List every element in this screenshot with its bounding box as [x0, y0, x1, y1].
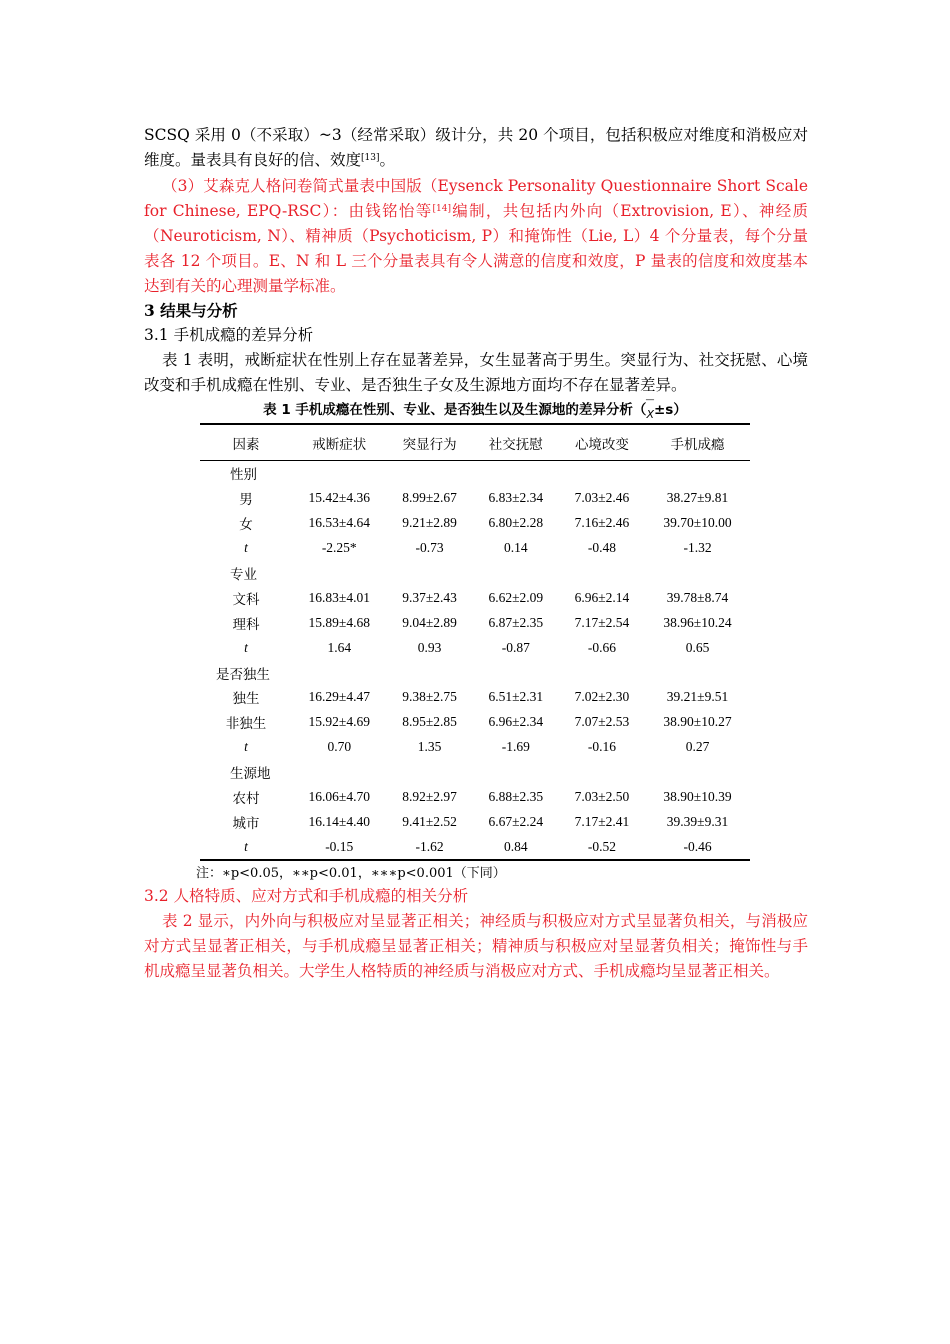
table-row: [200, 735, 750, 760]
table-cell: 1.64: [327, 639, 352, 655]
section-heading-3: 3 结果与分析: [144, 301, 238, 320]
table-row: [200, 809, 750, 834]
empty-cell: [645, 660, 750, 685]
table-cell: 39.78±8.74: [666, 589, 729, 605]
table-group-row: [200, 461, 750, 486]
header-mood-change: 心境改变: [559, 424, 645, 461]
table-cell: 6.87±2.35: [488, 614, 544, 630]
group-label: 专业: [230, 567, 257, 582]
table-cell: 9.04±2.89: [402, 614, 457, 630]
table-group-row: [200, 561, 750, 586]
table-cell: 8.99±2.67: [402, 490, 457, 506]
table-cell: 7.17±2.41: [574, 813, 630, 829]
table-cell: 38.90±10.27: [663, 714, 732, 730]
table1-note: 注：∗p<0.05，∗∗p<0.01，∗∗∗p<0.001（下同）: [196, 866, 506, 881]
empty-cell: [292, 461, 387, 486]
table-cell: 0.14: [503, 540, 528, 556]
empty-cell: [645, 461, 750, 486]
table-row: [200, 685, 750, 710]
table-cell: 7.07±2.53: [574, 714, 630, 730]
epq-text-a: （3）艾森克人格问卷简式量表中国版（Eysenck Personality Questionnaire Short Scale for Chinese, EPQ-RSC）：由钱铭怡等: [144, 177, 808, 220]
table-cell: 6.96±2.34: [488, 714, 544, 730]
empty-cell: [473, 561, 559, 586]
table-cell: 0.65: [685, 639, 710, 655]
row-label: t: [244, 739, 248, 755]
empty-cell: [292, 760, 387, 785]
row-label: 非独生: [225, 716, 267, 732]
table-cell: -0.87: [501, 639, 530, 655]
row-label: t: [244, 639, 248, 655]
header-social-comfort: 社交抚慰: [473, 424, 559, 461]
table-cell: 9.41±2.52: [402, 813, 457, 829]
table-cell: 6.51±2.31: [488, 689, 544, 705]
section-3-2-paragraph: 表 2 显示，内外向与积极应对呈显著正相关；神经质与积极应对方式呈显著负相关，与消极应对方式呈显著正相关，与手机成瘾呈显著正相关；精神质与积极应对呈显著负相关；掩饰性与手机成瘾呈显著负相关。大学生人格特质的神经质与消极应对方式、手机成瘾均呈显著正相关。: [144, 912, 808, 980]
table-cell: 15.89±4.68: [308, 614, 370, 630]
table1-body: [200, 461, 750, 861]
header-salience: 突显行为: [387, 424, 473, 461]
empty-cell: [559, 461, 645, 486]
table-cell: 7.17±2.54: [574, 614, 630, 630]
table-cell: 16.53±4.64: [308, 515, 370, 531]
section-heading-3-2: 3.2 人格特质、应对方式和手机成瘾的相关分析: [144, 887, 469, 905]
table-row: [200, 834, 750, 860]
table-cell: 9.37±2.43: [402, 589, 457, 605]
table-row: [200, 511, 750, 536]
header-factor: 因素: [200, 424, 292, 461]
row-label: t: [200, 834, 292, 860]
table-cell: 16.06±4.70: [308, 789, 370, 805]
group-label: 是否独生: [216, 666, 270, 682]
table-cell: 6.80±2.28: [488, 515, 544, 531]
empty-cell: [292, 561, 387, 586]
header-addiction: 手机成瘾: [645, 424, 750, 461]
table-cell: -0.15: [292, 834, 387, 860]
table-cell: -0.16: [587, 739, 616, 755]
table-cell: -1.69: [501, 739, 530, 755]
intro-paragraph: [144, 123, 808, 173]
table-cell: 0.27: [685, 739, 710, 755]
row-label: 男: [239, 492, 253, 508]
table-cell: 0.70: [327, 739, 352, 755]
table-cell: -1.32: [683, 540, 712, 556]
table-cell: -2.25*: [321, 540, 357, 556]
empty-cell: [473, 660, 559, 685]
table-cell: -0.52: [559, 834, 645, 860]
table-cell: -0.46: [645, 834, 750, 860]
caption-suffix: ±s）: [653, 402, 687, 418]
empty-cell: [473, 760, 559, 785]
table-cell: 6.83±2.34: [488, 490, 544, 506]
row-label: 理科: [232, 616, 260, 632]
empty-cell: [645, 561, 750, 586]
table-cell: 15.92±4.69: [308, 714, 370, 730]
empty-cell: [292, 660, 387, 685]
intro-text: SCSQ 采用 0（不采取）~3（经常采取）级计分，共 20 个项目，包括积极应对维度和消极应对维度。量表具有良好的信、效度: [144, 126, 808, 169]
table-cell: 15.42±4.36: [308, 490, 370, 506]
table-cell: 1.35: [417, 739, 442, 755]
group-label: 性别: [230, 467, 257, 483]
table-row: [200, 635, 750, 660]
table-cell: -0.48: [587, 540, 616, 556]
table-cell: 16.14±4.40: [308, 813, 370, 829]
table-cell: 8.95±2.85: [402, 714, 457, 730]
section-heading-3-1: 3.1 手机成瘾的差异分析: [144, 326, 314, 344]
empty-cell: [559, 660, 645, 685]
empty-cell: [387, 461, 473, 486]
mean-symbol: — X: [646, 408, 654, 421]
row-label: 文科: [232, 591, 260, 607]
table-cell: 7.16±2.46: [574, 515, 630, 531]
epq-text-b: 编制，共包括内外向（Extrovision, E）、神经质（Neuroticism, N）、精神质（Psychoticism, P）和掩饰性（Lie, L）4 个分量表，每个分量表各 12 个项目。E、N 和 L 三个分量表具有令人满意的信度和效度，P 量表的信度和效度基本达到有关的心理测量学标准。: [144, 202, 809, 295]
row-label: 城市: [232, 815, 260, 831]
table-cell: 7.03±2.46: [574, 490, 630, 506]
table-cell: 9.38±2.75: [402, 689, 457, 705]
table1-caption: [200, 398, 750, 421]
table-row: [200, 486, 750, 511]
table-row: [200, 610, 750, 635]
table-cell: 8.92±2.97: [402, 789, 457, 805]
table-cell: 0.93: [417, 639, 442, 655]
table-cell: 39.21±9.51: [666, 689, 729, 705]
empty-cell: [387, 660, 473, 685]
group-label: 生源地: [230, 766, 271, 782]
row-label: 女: [239, 517, 253, 533]
table-group-row: [200, 660, 750, 685]
table-cell: 39.39±9.31: [666, 813, 729, 829]
empty-cell: [645, 760, 750, 785]
citation-13: [13]: [361, 153, 380, 163]
table-header-row: [200, 424, 750, 461]
table-group-row: [200, 760, 750, 785]
table-cell: 9.21±2.89: [402, 515, 457, 531]
table-cell: 16.83±4.01: [308, 589, 370, 605]
table-cell: 6.62±2.09: [488, 589, 544, 605]
empty-cell: [559, 561, 645, 586]
row-label: t: [244, 540, 248, 556]
table-cell: 6.88±2.35: [488, 789, 544, 805]
header-withdrawal: 戒断症状: [292, 424, 387, 461]
table-row: [200, 785, 750, 810]
table-cell: 39.70±10.00: [663, 515, 732, 531]
empty-cell: [387, 760, 473, 785]
table1: [200, 423, 750, 861]
table-cell: 16.29±4.47: [308, 689, 370, 705]
table-cell: -1.62: [387, 834, 473, 860]
table-cell: 38.90±10.39: [663, 789, 732, 805]
section-3-1-paragraph: 表 1 表明，戒断症状在性别上存在显著差异，女生显著高于男生。突显行为、社交抚慰、心境改变和手机成瘾在性别、专业、是否独生子女及生源地方面均不存在显著差异。: [144, 351, 808, 394]
empty-cell: [387, 561, 473, 586]
table-cell: 6.67±2.24: [488, 813, 544, 829]
table-cell: 6.96±2.14: [574, 589, 630, 605]
intro-text-end: 。: [379, 151, 396, 169]
caption-text: 表 1 手机成瘾在性别、专业、是否独生以及生源地的差异分析（: [263, 402, 647, 418]
epq-paragraph: [144, 174, 808, 299]
table-row: [200, 536, 750, 561]
row-label: 独生: [232, 691, 260, 707]
citation-14: [14]: [432, 204, 451, 214]
table-cell: 38.27±9.81: [666, 490, 729, 506]
row-label: 农村: [232, 791, 260, 807]
table-cell: -0.66: [587, 639, 616, 655]
table-cell: 7.03±2.50: [574, 789, 630, 805]
table-cell: 0.84: [473, 834, 559, 860]
empty-cell: [559, 760, 645, 785]
table-row: [200, 710, 750, 735]
empty-cell: [473, 461, 559, 486]
table-cell: 7.02±2.30: [574, 689, 630, 705]
table-row: [200, 585, 750, 610]
table-cell: 38.96±10.24: [663, 614, 732, 630]
table-cell: -0.73: [415, 540, 444, 556]
